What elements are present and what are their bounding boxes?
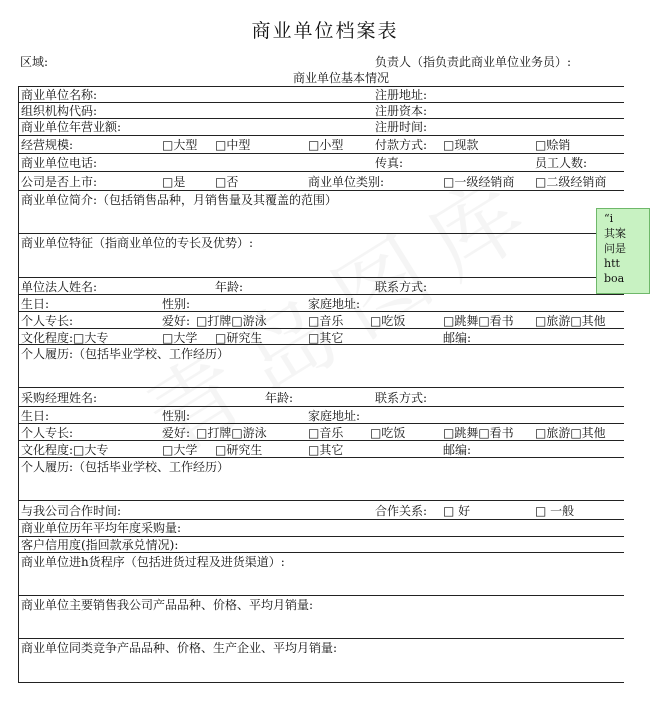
purchasing-manager-resume-label: 个人履历:（包括毕业学校、工作经历） (21, 460, 230, 474)
hobby-music-checkbox[interactable]: □音乐 (308, 314, 344, 328)
purchasing-manager-skills-label: 个人专长: (21, 426, 74, 440)
company-name-label: 商业单位名称: (21, 88, 98, 102)
row-divider (18, 171, 624, 172)
hobby-cards-swim-checkbox[interactable]: □打牌□游泳 (196, 314, 267, 328)
legal-person-postcode-label: 邮编: (443, 331, 472, 345)
scale-label: 经营规模: (21, 138, 74, 152)
row-divider (18, 638, 624, 639)
legal-person-gender-label: 性别: (162, 297, 191, 311)
legal-person-hobbies-label: 爱好: (162, 314, 191, 328)
legal-person-education-label: 文化程度:□大专 (21, 331, 109, 345)
education-graduate-checkbox[interactable]: □研究生 (215, 331, 263, 345)
row-divider (18, 423, 624, 424)
pm-hobby-dining-checkbox[interactable]: □吃饭 (370, 426, 406, 440)
hobby-dance-read-checkbox[interactable]: □跳舞□看书 (443, 314, 514, 328)
pay-cash-checkbox[interactable]: □现款 (443, 138, 479, 152)
category-second-checkbox[interactable]: □二级经销商 (535, 175, 607, 189)
row-divider (18, 118, 624, 119)
manager-label: 负责人（指负责此商业单位业务员）: (375, 55, 572, 69)
row-divider (18, 500, 624, 501)
legal-person-resume-label: 个人履历:（包括毕业学校、工作经历） (21, 347, 230, 361)
pm-hobby-cards-swim-checkbox[interactable]: □打牌□游泳 (196, 426, 267, 440)
legal-person-address-label: 家庭地址: (308, 297, 361, 311)
pm-hobby-dance-read-checkbox[interactable]: □跳舞□看书 (443, 426, 514, 440)
listed-yes-checkbox[interactable]: □是 (162, 175, 186, 189)
pay-credit-checkbox[interactable]: □赊销 (535, 138, 571, 152)
purchasing-manager-postcode-label: 邮编: (443, 443, 472, 457)
purchasing-manager-gender-label: 性别: (162, 409, 191, 423)
procurement-label: 商业单位进h货程序（包括进货过程及进货渠道）: (21, 555, 285, 569)
reg-time-label: 注册时间: (375, 120, 428, 134)
region-label: 区域: (20, 55, 49, 69)
pm-hobby-music-checkbox[interactable]: □音乐 (308, 426, 344, 440)
education-bachelor-checkbox[interactable]: □大学 (162, 331, 198, 345)
row-divider (18, 328, 624, 329)
annual-purchase-label: 商业单位历年平均年度采购量: (21, 521, 182, 535)
comment-note-line: 其案 (604, 227, 626, 240)
legal-person-birthday-label: 生日: (21, 297, 50, 311)
comment-note-line: “i (604, 212, 614, 225)
row-divider (18, 406, 624, 407)
our-products-label: 商业单位主要销售我公司产品品种、价格、平均月销量: (21, 598, 314, 612)
row-divider (18, 102, 624, 103)
comment-note-line: 问是 (604, 242, 626, 255)
table-left-border (18, 86, 19, 683)
org-code-label: 组织机构代码: (21, 104, 98, 118)
row-divider (18, 190, 624, 191)
purchasing-manager-address-label: 家庭地址: (308, 409, 361, 423)
purchasing-manager-age-label: 年龄: (265, 391, 294, 405)
staff-count-label: 员工人数: (535, 156, 588, 170)
pm-education-bachelor-checkbox[interactable]: □大学 (162, 443, 198, 457)
relation-good-checkbox[interactable]: □ 好 (443, 504, 471, 518)
comment-note-line: htt (604, 257, 620, 270)
scale-small-checkbox[interactable]: □小型 (308, 138, 344, 152)
cooperation-since-label: 与我公司合作时间: (21, 504, 122, 518)
hobby-dining-checkbox[interactable]: □吃饭 (370, 314, 406, 328)
pm-education-graduate-checkbox[interactable]: □研究生 (215, 443, 263, 457)
legal-person-age-label: 年龄: (215, 280, 244, 294)
row-divider (18, 387, 624, 388)
annual-revenue-label: 商业单位年营业额: (21, 120, 122, 134)
scale-large-checkbox[interactable]: □大型 (162, 138, 198, 152)
comment-note-line: boa (604, 272, 625, 285)
fax-label: 传真: (375, 156, 404, 170)
purchasing-manager-name-label: 采购经理姓名: (21, 391, 98, 405)
company-intro-label: 商业单位简介:（包括销售品种，月销售量及其覆盖的范围） (21, 193, 338, 207)
row-divider (18, 536, 624, 537)
pm-hobby-travel-other-checkbox[interactable]: □旅游□其他 (535, 426, 606, 440)
category-label: 商业单位类别: (308, 175, 385, 189)
legal-person-skills-label: 个人专长: (21, 314, 74, 328)
row-divider (18, 277, 624, 278)
row-divider (18, 519, 624, 520)
listed-label: 公司是否上市: (21, 175, 98, 189)
pm-education-other-checkbox[interactable]: □其它 (308, 443, 344, 457)
reg-address-label: 注册地址: (375, 88, 428, 102)
row-divider (18, 595, 624, 596)
cooperation-relation-label: 合作关系: (375, 504, 428, 518)
education-other-checkbox[interactable]: □其它 (308, 331, 344, 345)
credit-label: 客户信用度(指回款承兑情况): (21, 538, 179, 552)
legal-person-name-label: 单位法人姓名: (21, 280, 98, 294)
row-divider (18, 552, 624, 553)
row-divider (18, 135, 624, 136)
purchasing-manager-birthday-label: 生日: (21, 409, 50, 423)
purchasing-manager-contact-label: 联系方式: (375, 391, 428, 405)
reg-capital-label: 注册资本: (375, 104, 428, 118)
row-divider (18, 153, 624, 154)
row-divider (18, 86, 624, 87)
row-divider (18, 440, 624, 441)
section-title: 商业单位基本情况 (293, 71, 390, 85)
row-divider (18, 457, 624, 458)
listed-no-checkbox[interactable]: □否 (215, 175, 239, 189)
row-divider (18, 682, 624, 683)
purchasing-manager-hobbies-label: 爱好: (162, 426, 191, 440)
row-divider (18, 233, 624, 234)
category-first-checkbox[interactable]: □一级经销商 (443, 175, 515, 189)
hobby-travel-other-checkbox[interactable]: □旅游□其他 (535, 314, 606, 328)
company-features-label: 商业单位特征（指商业单位的专长及优势）: (21, 236, 254, 250)
row-divider (18, 311, 624, 312)
comment-note[interactable] (596, 208, 650, 294)
payment-label: 付款方式: (375, 138, 428, 152)
document-title: 商业单位档案表 (251, 20, 399, 42)
purchasing-manager-education-label: 文化程度:□大专 (21, 443, 109, 457)
row-divider (18, 294, 624, 295)
legal-person-contact-label: 联系方式: (375, 280, 428, 294)
competitor-products-label: 商业单位同类竞争产品品种、价格、生产企业、平均月销量: (21, 641, 338, 655)
relation-normal-checkbox[interactable]: □ 一般 (535, 504, 575, 518)
scale-medium-checkbox[interactable]: □中型 (215, 138, 251, 152)
phone-label: 商业单位电话: (21, 156, 98, 170)
